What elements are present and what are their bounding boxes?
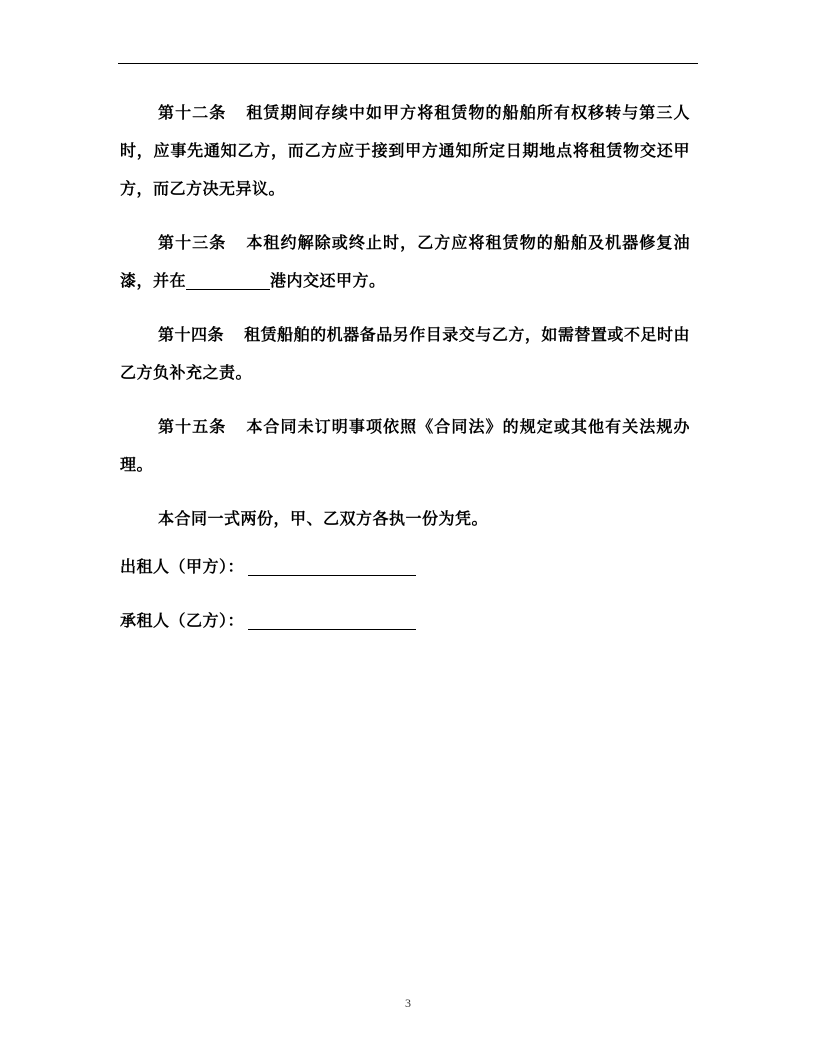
page-number: 3 [405,996,411,1010]
article-13 [120,224,690,300]
lessee-signature-field[interactable] [248,609,416,630]
article-number: 第十二条 [158,103,227,122]
article-number: 第十五条 [158,417,227,436]
article-15 [120,408,690,484]
article-text: 本合同未订明事项依照《合同法》的规定或其他有关法规办理。 [120,417,690,474]
article-text: 本租约解除或终止时，乙方应将租赁物的船舶及机器修复油漆，并在 [120,233,690,290]
article-number: 第十三条 [158,233,227,252]
article-number: 第十四条 [158,325,225,344]
lessee-label: 承租人（乙方）： [120,611,245,630]
lessee-signature-line [120,609,416,633]
article-text-continued: 港内交还甲方。 [270,271,386,290]
lessor-signature-line [120,555,416,579]
closing-statement [120,500,690,538]
article-text: 租赁船舶的机器备品另作目录交与乙方，如需替置或不足时由乙方负补充之责。 [120,325,690,382]
article-12 [120,94,690,208]
article-14 [120,316,690,392]
header-rule [118,63,698,64]
port-blank-field[interactable] [186,269,270,290]
article-text: 租赁期间存续中如甲方将租赁物的船舶所有权移转与第三人时，应事先通知乙方，而乙方应于接到甲方通知所定日期地点将租赁物交还甲方，而乙方决无异议。 [120,103,690,198]
document-body [120,94,690,554]
lessor-label: 出租人（甲方）： [120,557,245,576]
lessor-signature-field[interactable] [248,555,416,576]
closing-text: 本合同一式两份，甲、乙双方各执一份为凭。 [158,509,489,528]
